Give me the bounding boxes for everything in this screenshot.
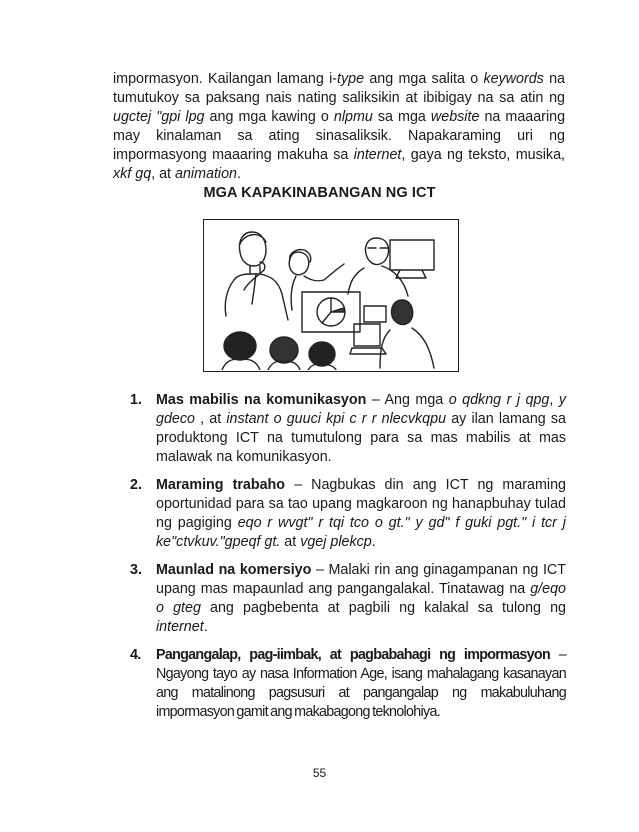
benefits-list — [130, 391, 566, 731]
people-using-computers-drawing — [204, 220, 457, 370]
intro-paragraph: impormasyon. Kailangan lamang i-type ang mga salita o keywords na tumutukoy sa paksang nais nating saliksikin at ibibigay na sa atin ng ugctej "gpi lpg ang mga kawing o nlpmu sa mga website na maaaring may kinalaman sa ating sinasaliksik. Napakaraming uri ng impormasyong maaaring makuha sa internet, gaya ng teksto, musika, xkf gq, at animation. — [113, 71, 566, 182]
ict-illustration — [203, 219, 459, 372]
page-number: 55 — [312, 766, 327, 780]
item-title: Maunlad na komersiyo — [156, 562, 312, 578]
list-item: 2. Maraming trabaho – Nagbukas din ang ICT ng maraming oportunidad para sa tao upang magkaroon ng hanapbuhay tulad ng pagiging eqo r wvgt" r tqi tco o gt." y gd" f guki pgt." i tcr j ke"ctvkuv."gpeqf gt. at vgej plekcp. — [130, 477, 566, 550]
item-title: Pangangalap, pag-iimbak, at pagbabahagi ng impormasyon — [156, 647, 550, 663]
item-title: Mas mabilis na komunikasyon — [156, 392, 367, 408]
item-title: Maraming trabaho — [156, 477, 286, 493]
list-item: 4. Pangangalap, pag-iimbak, at pagbabahagi ng impormasyon – Ngayong tayo ay nasa Information Age, isang mahalagang kasanayan ang matalinong pagsusuri at pangangalap ng makabuluhang impormasyon gamit ang makabagong teknolohiya. — [130, 647, 566, 720]
list-item: 1. Mas mabilis na komunikasyon – Ang mga o qdkng r j qpg, y gdeco , at instant o guuci kpi c r r nlecvkqpu ay ilan lamang sa produktong ICT na tumutulong para sa mas mabilis at mas malawak na komunikasyon. — [130, 392, 567, 465]
section-heading: MGA KAPAKINABANGAN NG ICT — [203, 185, 436, 201]
list-item: 3. Maunlad na komersiyo – Malaki rin ang ginagampanan ng ICT upang mas mapaunlad ang pangangalakal. Tinatawag na g/eqo o gteg ang pagbebenta at pagbili ng kalakal sa tulong ng internet. — [130, 562, 566, 635]
